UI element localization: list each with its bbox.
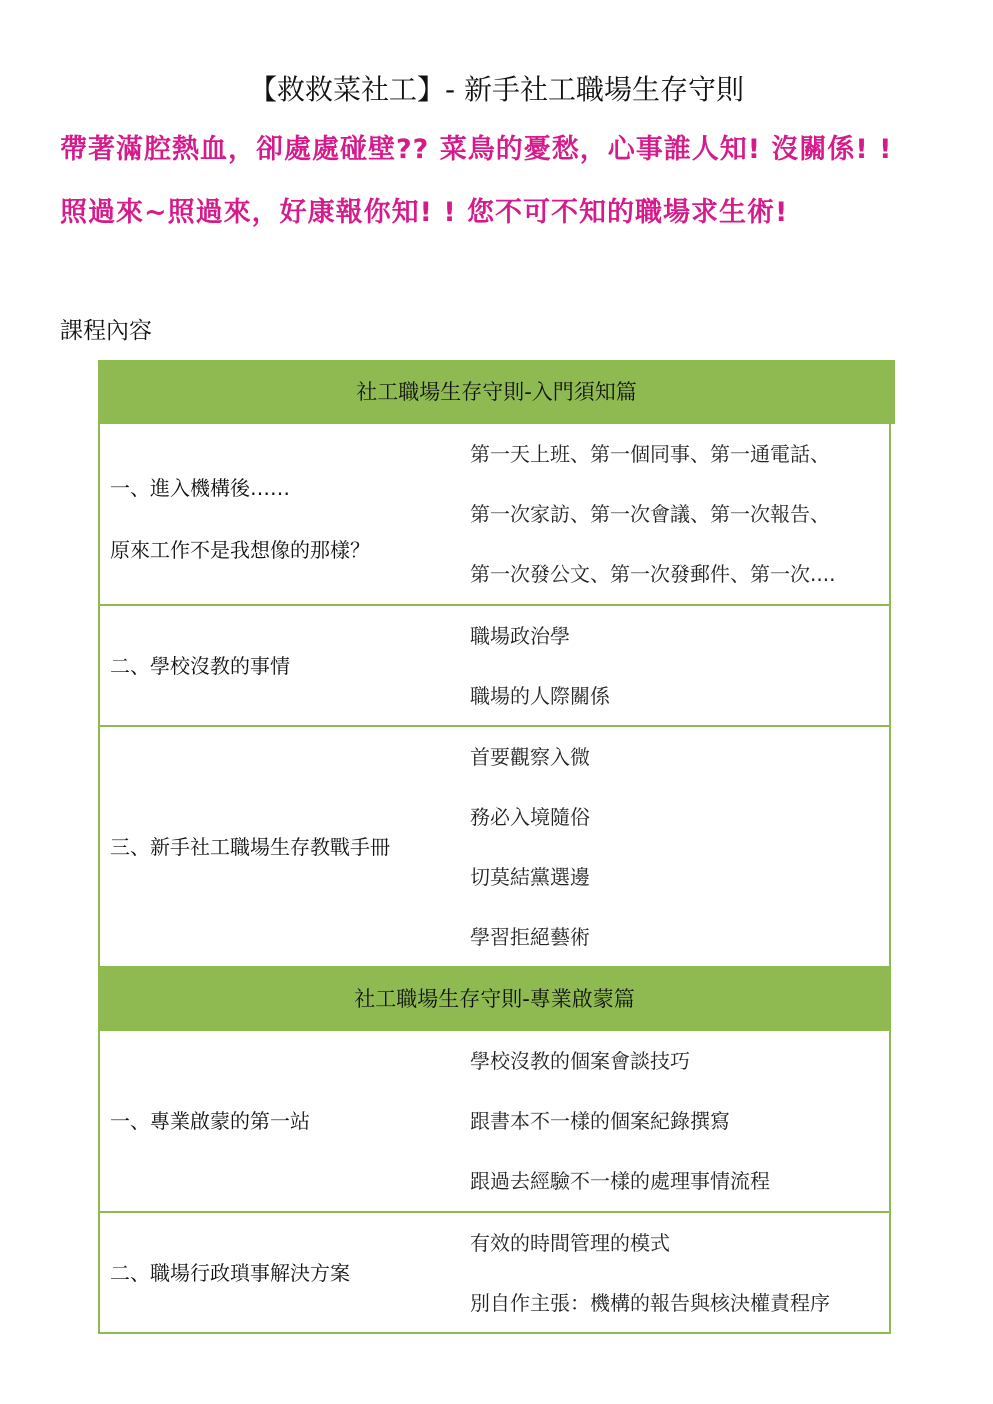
list-item: 第一次發公文、第一次發郵件、第一次.... [470, 562, 836, 586]
row-title: 三、新手社工職場生存教戰手冊 [110, 835, 390, 859]
row-title [110, 474, 370, 564]
list-item: 學校沒教的個案會談技巧 [470, 1049, 690, 1073]
row-items [470, 1031, 770, 1211]
table-row [98, 424, 891, 606]
table-row [98, 1213, 891, 1334]
list-item: 第一天上班、第一個同事、第一通電話、 [470, 442, 830, 466]
row-items [470, 424, 835, 604]
table-row [98, 727, 891, 968]
row-items [470, 727, 590, 967]
list-item: 職場的人際關係 [470, 684, 610, 708]
page-title: 【救救菜社工】- 新手社工職場生存守則 [248, 73, 744, 106]
tagline-1: 帶著滿腔熱血，卻處處碰壁?? 菜鳥的憂愁，心事誰人知! 沒關係! ! [60, 134, 893, 165]
list-item: 跟過去經驗不一樣的處理事情流程 [470, 1169, 770, 1193]
list-item: 務必入境隨俗 [470, 805, 590, 829]
list-item: 職場政治學 [470, 624, 570, 648]
row-title: 一、專業啟蒙的第一站 [110, 1109, 310, 1133]
row-title: 二、職場行政瑣事解決方案 [110, 1261, 350, 1285]
tagline-2: 照過來~照過來，好康報你知! ! 您不可不知的職場求生術! [60, 197, 789, 228]
list-item: 切莫結黨選邊 [470, 865, 590, 889]
list-item: 首要觀察入微 [470, 745, 590, 769]
row-title: 二、學校沒教的事情 [110, 654, 290, 678]
list-item: 第一次家訪、第一次會議、第一次報告、 [470, 502, 830, 526]
group-header-professional: 社工職場生存守則-專業啟蒙篇 [98, 968, 891, 1031]
course-table [98, 360, 891, 1334]
row-items [470, 606, 610, 726]
table-row [98, 606, 891, 727]
list-item: 跟書本不一樣的個案紀錄撰寫 [470, 1109, 730, 1133]
list-item: 學習拒絕藝術 [470, 925, 590, 949]
table-row [98, 1031, 891, 1213]
row-items [470, 1213, 830, 1333]
list-item: 別自作主張：機構的報告與核決權責程序 [470, 1291, 830, 1315]
group-header-intro: 社工職場生存守則-入門須知篇 [98, 360, 895, 424]
row-title-line: 一、進入機構後…… [110, 476, 290, 500]
row-title-line: 原來工作不是我想像的那樣？ [110, 538, 370, 562]
list-item: 有效的時間管理的模式 [470, 1231, 670, 1255]
section-label: 課程內容 [60, 318, 152, 344]
